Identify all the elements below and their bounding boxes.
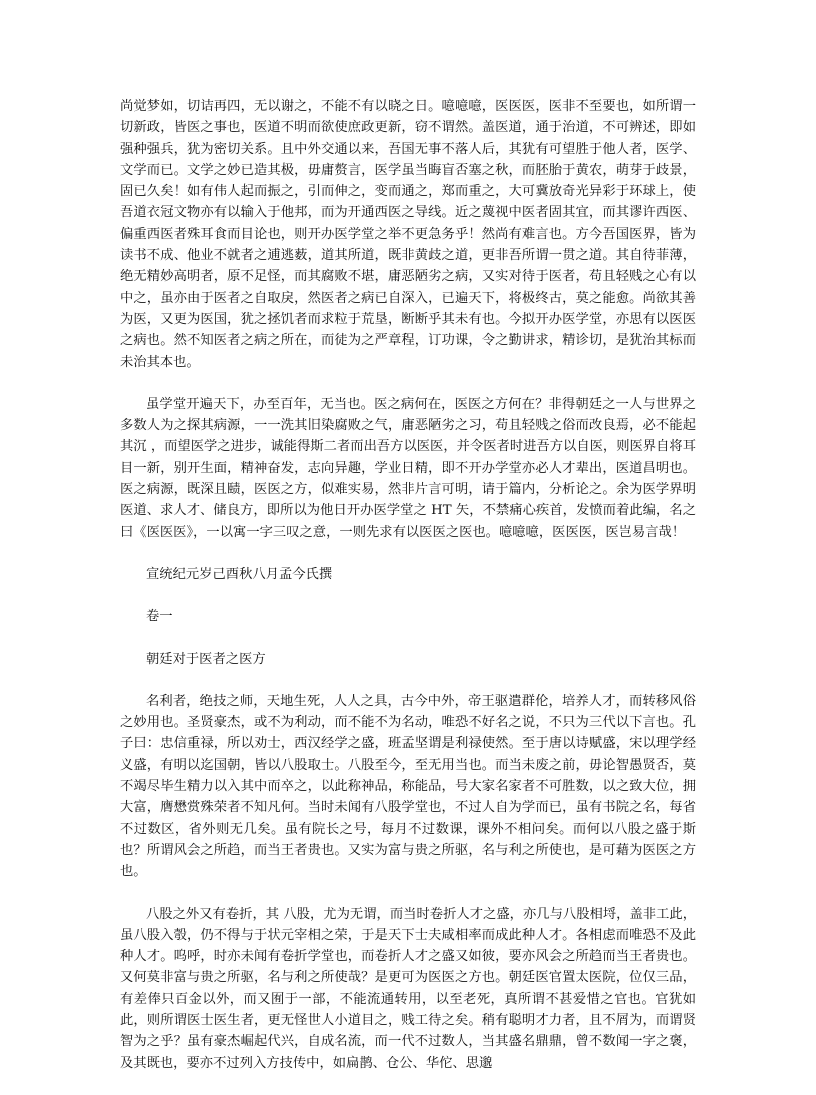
signature-line: 宣统纪元岁己酉秋八月孟今氏撰	[146, 566, 333, 582]
volume-heading: 卷一	[146, 609, 173, 625]
body-paragraph-2: 八股之外又有卷折，其 八股，尤为无谓，而当时卷折人才之盛，亦几与八股相埒，盖非工此，虽八股入彀，仍不得与于状元宰相之荣，于是天下士夫咸相率而成此种人才。各相虑而唯恐不及此种人才。呜呼，时亦未闻有卷折学堂也，而卷折人才之盛又如彼，要亦风会之所趋而当王者贵也。又何莫非富与贵之所驱，名与利之所使哉？是更可为医医之方也。朝廷医官置太医院，位仅三品，有差俸只百金以外，而又囿于一部，不能流通转用，以至老死，真所谓不甚爱惜之官也。官犹如此，则所谓医士医生者，更无怪世人小道目之，贱工待之矣。稍有聪明才力者，且不屑为，而谓贤智为之乎？虽有豪杰崛起代兴，自成名流，而一代不过数人，当其盛名鼎鼎，曾不数闻一字之褒，及其既也，要亦不过列入方技传中，如扁鹊、仓公、华佗、思邈	[120, 906, 696, 1071]
preface-paragraph-2: 虽学堂开遍天下，办至百年，无当也。医之病何在，医医之方何在？非得朝廷之一人与世界之多数人为之探其病源，一一洗其旧染腐败之气，庸恶陋劣之习，苟且轻贱之俗而改良焉，必不能起其沉 ，而望医学之进步，诚能得斯二者而出吾方以医医，并令医者时进吾方以自医，则医界自将耳目一新，别开生面，精神奋发，志向异趣，学业日精，即不开办学堂亦必人才辈出，医道昌明也。医之病源，既深且赜，医医之方，似难实易，然非片言可明，请于篇内，分析论之。余为医学界明医道、求人才、储良方，即所以为他日开办医学堂之 HT 矢，不禁痛心疾首，发愤而着此编，名之曰《医医医》，一以寓一字三叹之意，一则先求有以医医之医也。噫噫噫，医医医，医岂易言哉！	[120, 396, 696, 540]
preface-paragraph-1: 尚觉梦如，切诘再四，无以谢之，不能不有以晓之日。噫噫噫，医医医，医非不至要也，如所谓一切新政，皆医之事也，医道不明而欲使庶政更新，窃不谓然。盖医道，通于治道，不可辨述，即如强种强兵，犹为密切关系。且中外交通以来，吾国无事不落人后，其犹有可望胜于他人者，医学、文学而已。文学之妙已造其极，毋庸赘言，医学虽当晦盲否塞之秋，而胚胎于黄农，萌芽于歧景，固已久矣！如有伟人起而振之，引而伸之，变而通之，郑而重之，大可冀放奇光异彩于环球上，使吾道衣冠文物亦有以输入于他邦，而为开通西医之导线。近之蔑视中医者固其宜，而其谬许西医、偏重西医者殊耳食而目论也，则开办医学堂之举不更急务乎！然尚有难言也。方今吾国医界，皆为读书不成、他业不就者之逋逃薮，道其所道，既非黄歧之道，更非吾所谓一贯之道。其自待菲薄，绝无精妙高明者，原不足怪，而其腐败不堪，庸恶陋劣之病，又实对待于医者，苟且轻贱之心有以中之，虽亦由于医者之自取戾，然医者之病已自深入，已遍天下，将极终古，莫之能愈。尚欲其善为医，又更为医国，犹之拯饥者而求粒于荒垦，断断乎其未有也。今拟开办医学堂，亦思有以医医之病也。然不知医者之病之所在，而徒为之严章程，订功课，令之勤讲求，精诊切，是犹治其标而未治其本也。	[120, 99, 696, 370]
body-paragraph-1: 名利者，绝技之师，天地生死，人人之具，古今中外，帝王驱遣群伦，培养人才，而转移风俗之妙用也。圣贤豪杰，或不为利动，而不能不为名动，唯恐不好名之说，不只为三代以下言也。孔子曰：忠信重禄，所以劝士，西汉经学之盛，班孟坚谓是利禄使然。至于唐以诗赋盛，宋以理学经义盛，有明以迄国朝，皆以八股取士。八股至今，至无用当也。而当未废之前，毋论智愚贤否，莫不竭尽毕生精力以入其中而卒之，以此称神品，称能品，号大家名家者不可胜数，以之致大位，拥大富，膺懋赏殊荣者不知凡何。当时未闻有八股学堂也，不过人自为学而已，虽有书院之名，每省不过数区，省外则无几矣。虽有院长之号，每月不过数课，课外不相问矣。而何以八股之盛于斯也？所谓风会之所趋，而当王者贵也。又实为富与贵之所驱，名与利之所使也，是可藉为医医之方也。	[120, 693, 696, 880]
document-page	[120, 96, 696, 1095]
section-title: 朝廷对于医者之医方	[146, 651, 266, 667]
